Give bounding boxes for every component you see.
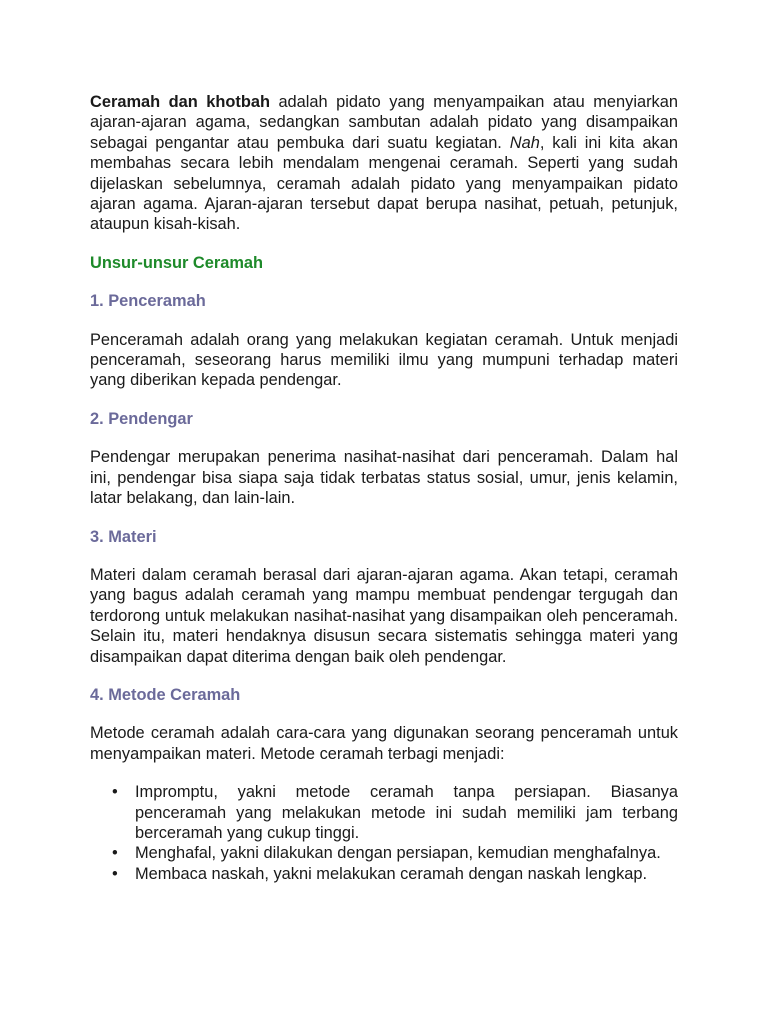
subheading-penceramah: 1. Penceramah: [90, 292, 206, 311]
intro-bold-lead: Ceramah dan khotbah: [90, 93, 270, 111]
list-item-menghafal: [90, 843, 678, 863]
intro-italic-word: Nah: [509, 133, 540, 152]
list-item-impromptu: [90, 782, 678, 843]
list-item-text: Menghafal, yakni dilakukan dengan persiapan, kemudian menghafalnya.: [135, 844, 661, 863]
list-item-text: Membaca naskah, yakni melakukan ceramah dengan naskah lengkap.: [135, 864, 648, 883]
bullet-icon: •: [112, 864, 118, 883]
paragraph-materi: Materi dalam ceramah berasal dari ajaran-ajaran agama. Akan tetapi, ceramah yang bagus adalah ceramah yang mampu membuat pendengar tergugah dan terdorong untuk melakukan nasihat-nasihat yang disampaikan oleh penceramah. Selain itu, materi hendaknya disusun secara sistematis sehingga materi yang disampaikan dapat diterima dengan baik oleh pendengar.: [90, 565, 678, 666]
paragraph-penceramah: Penceramah adalah orang yang melakukan kegiatan ceramah. Untuk menjadi penceramah, seseorang harus memiliki ilmu yang mumpuni terhadap materi yang diberikan kepada pendengar.: [90, 330, 678, 390]
intro-text-part1: adalah pidato yang menyampaikan atau menyiarkan ajaran-ajaran agama, sedangkan sambutan adalah pidato yang disampaikan sebagai pengantar atau pembuka dari suatu kegiatan.: [90, 93, 678, 152]
document-page: [90, 92, 678, 884]
method-list: [90, 782, 678, 884]
subheading-metode-ceramah: 4. Metode Ceramah: [90, 685, 241, 704]
bullet-icon: •: [112, 844, 118, 863]
intro-text-part2: , kali ini kita akan membahas secara lebih mendalam mengenai ceramah. Seperti yang sudah dijelaskan sebelumnya, ceramah adalah pidato yang menyampaikan pidato ajaran agama. Ajaran-ajaran tersebut dapat berupa nasihat, petuah, petunjuk, ataupun kisah-kisah.: [90, 133, 678, 234]
bullet-icon: •: [112, 783, 118, 802]
intro-paragraph: [90, 92, 678, 235]
list-item-membaca-naskah: [90, 864, 678, 884]
list-item-text: Impromptu, yakni metode ceramah tanpa persiapan. Biasanya penceramah yang melakukan metode ini sudah memiliki jam terbang berceramah yang cukup tinggi.: [135, 783, 678, 842]
section-title: Unsur-unsur Ceramah: [90, 253, 264, 272]
paragraph-metode-ceramah: Metode ceramah adalah cara-cara yang digunakan seorang penceramah untuk menyampaikan materi. Metode ceramah terbagi menjadi:: [90, 724, 678, 763]
subheading-materi: 3. Materi: [90, 527, 157, 546]
paragraph-pendengar: Pendengar merupakan penerima nasihat-nasihat dari penceramah. Dalam hal ini, pendengar bisa siapa saja tidak terbatas status sosial, umur, jenis kelamin, latar belakang, dan lain-lain.: [90, 448, 678, 508]
subheading-pendengar: 2. Pendengar: [90, 409, 193, 428]
